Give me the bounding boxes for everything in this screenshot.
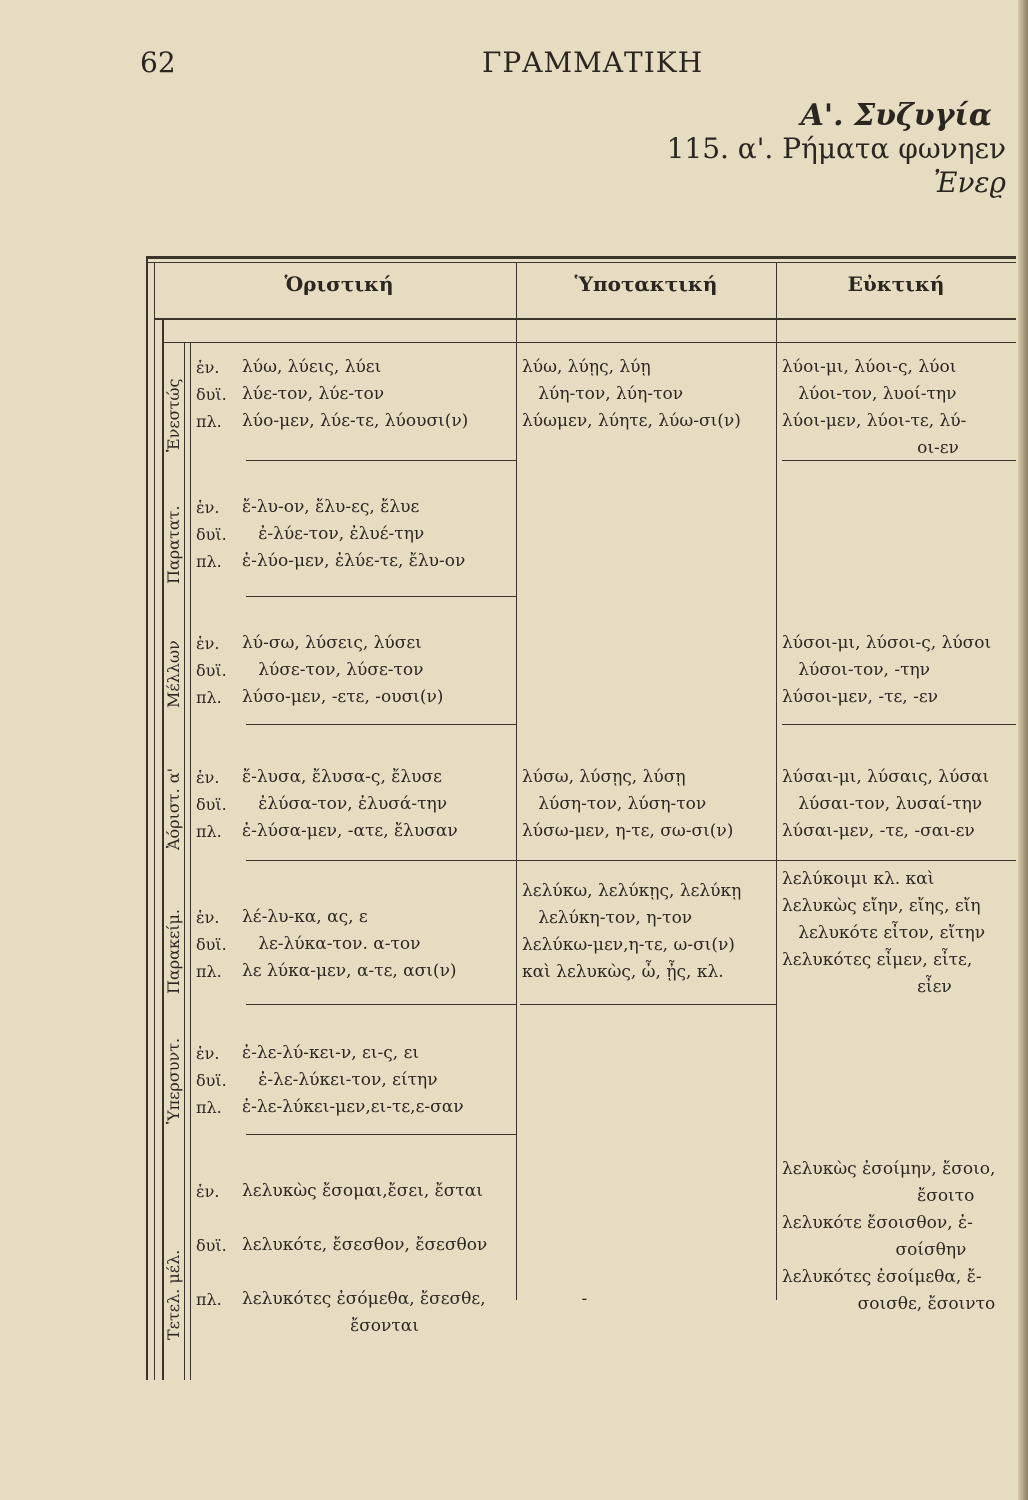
tense-label: Μέλλων	[164, 640, 183, 708]
row-rule-3b	[782, 724, 1016, 725]
optative-cell: λύσοι-μι, λύσοι-ς, λύσοι λύσοι-τον, -την λύσοι-μεν, -τε, -εν	[782, 633, 992, 707]
header-bottom-rule	[154, 318, 1016, 320]
number-labels: ἑν. δυϊ. πλ.	[196, 908, 227, 981]
table-top-rule-thin	[146, 262, 1016, 263]
row-rule-6	[246, 1134, 516, 1135]
page-number: 62	[140, 46, 176, 79]
column-header-indicative: Ὁριστική	[284, 272, 394, 296]
tense-label: Ὑπερσυντ.	[164, 1037, 183, 1124]
indicative-cell: ἔ-λυ-ον, ἔλυ-ες, ἔλυε ἐ-λύε-τον, ἐλυέ-την ἐ-λύο-μεν, ἐλύε-τε, ἔλυ-ον	[242, 497, 466, 571]
subjunctive-cell: λελύκω, λελύκῃς, λελύκῃ λελύκη-τον, η-τον λελύκω-μεν,η-τε, ω-σι(ν) καὶ λελυκὼς, ὦ, ᾖς, κλ.	[522, 881, 742, 982]
column-divider-1	[516, 262, 517, 1300]
indicative-cell: ἐ-λε-λύ-κει-ν, ει-ς, ει ἐ-λε-λύκει-τον, είτην ἐ-λε-λύκει-μεν,ει-τε,ε-σαν	[242, 1043, 464, 1117]
section-heading: 115. α'. Ρήματα φωνηεν	[666, 132, 1006, 165]
conjugation-title: Α'. Συζυγία	[800, 98, 992, 133]
page-header	[0, 40, 1028, 90]
subjunctive-cell: -	[581, 1289, 588, 1309]
number-labels: ἑν. δυϊ. πλ.	[196, 634, 227, 707]
row-rule-1a	[246, 460, 516, 461]
label-column-right-rule-2	[190, 342, 191, 1380]
column-divider-2	[776, 262, 777, 1300]
indicative-cell: λύ-σω, λύσεις, λύσει λύσε-τον, λύσε-τον λύσο-μεν, -ετε, -ουσι(ν)	[242, 633, 444, 707]
row-rule-5a	[246, 1004, 516, 1005]
tense-label: Παρακείμ.	[164, 908, 183, 994]
optative-cell: λελυκὼς ἐσοίμην, ἔσοιο, ἔσοιτο λελυκότε ἔσοισθον, ἐ- σοίσθην λελυκότες ἐσοίμεθα, ἔ- σοισθε, ἔσοιντο	[782, 1159, 996, 1314]
subjunctive-cell: λύω, λύῃς, λύῃ λύη-τον, λύη-τον λύωμεν, λύητε, λύω-σι(ν)	[522, 357, 741, 431]
label-column-right-rule	[184, 342, 185, 1380]
tense-label: Ἀόριστ. α'	[164, 767, 183, 850]
tense-label: Ἐνεστώς	[164, 378, 183, 452]
column-header-optative: Εὐκτική	[847, 272, 945, 296]
row-rule-2	[246, 596, 516, 597]
number-labels: ἑν. δυϊ. πλ.	[196, 768, 227, 841]
indicative-cell: λύω, λύεις, λύει λύε-τον, λύε-τον λύο-μεν, λύε-τε, λύουσι(ν)	[242, 357, 469, 431]
optative-cell: λύοι-μι, λύοι-ς, λύοι λύοι-τον, λυοί-την λύοι-μεν, λύοι-τε, λύ- οι-εν	[782, 357, 967, 458]
number-labels: ἑν. δυϊ. πλ.	[196, 1044, 227, 1117]
tense-label: Παρατατ.	[164, 505, 183, 584]
indicative-cell: λελυκὼς ἔσομαι,ἔσει, ἔσται λελυκότε, ἔσεσθον, ἔσεσθον λελυκότες ἐσόμεθα, ἔσεσθε, ἔσονται	[242, 1181, 488, 1336]
optative-cell: λελύκοιμι κλ. καὶ λελυκὼς εἴην, εἴης, εἴη λελυκότε εἶτον, εἴτην λελυκότες εἶμεν, εἶτε, εἶεν	[782, 869, 986, 997]
optative-cell: λύσαι-μι, λύσαις, λύσαι λύσαι-τον, λυσαί-την λύσαι-μεν, -τε, -σαι-εν	[782, 767, 990, 841]
column-header-subjunctive: Ὑποτακτική	[574, 272, 718, 296]
indicative-cell: λέ-λυ-κα, ας, ε λε-λύκα-τον. α-τον λε λύκα-μεν, α-τε, ασι(ν)	[242, 907, 457, 981]
running-title: ΓΡΑΜΜΑΤΙΚΗ	[482, 46, 704, 79]
table-left-rule-inner	[154, 262, 155, 1380]
table-top-rule	[146, 256, 1016, 259]
page-edge	[1018, 0, 1028, 1500]
tense-label: Τετελ. μέλ.	[164, 1249, 183, 1340]
body-top-rule	[162, 342, 1016, 343]
indicative-cell: ἔ-λυσα, ἔλυσα-ς, ἔλυσε ἐλύσα-τον, ἐλυσά-την ἐ-λύσα-μεν, -ατε, ἔλυσαν	[242, 767, 458, 841]
voice-heading: Ἐνεϱ	[933, 166, 1006, 199]
number-labels: ἑν. δυϊ. πλ.	[196, 1182, 227, 1309]
row-rule-4	[246, 860, 1016, 861]
number-labels: ἑν. δυϊ. πλ.	[196, 498, 227, 571]
row-rule-3a	[246, 724, 516, 725]
number-labels: ἑν. δυϊ. πλ.	[196, 358, 227, 431]
subjunctive-cell: λύσω, λύσῃς, λύσῃ λύση-τον, λύση-τον λύσω-μεν, η-τε, σω-σι(ν)	[522, 767, 734, 841]
row-rule-5b	[520, 1004, 776, 1005]
label-column-left-rule	[162, 320, 164, 1380]
table-left-rule	[146, 256, 148, 1380]
